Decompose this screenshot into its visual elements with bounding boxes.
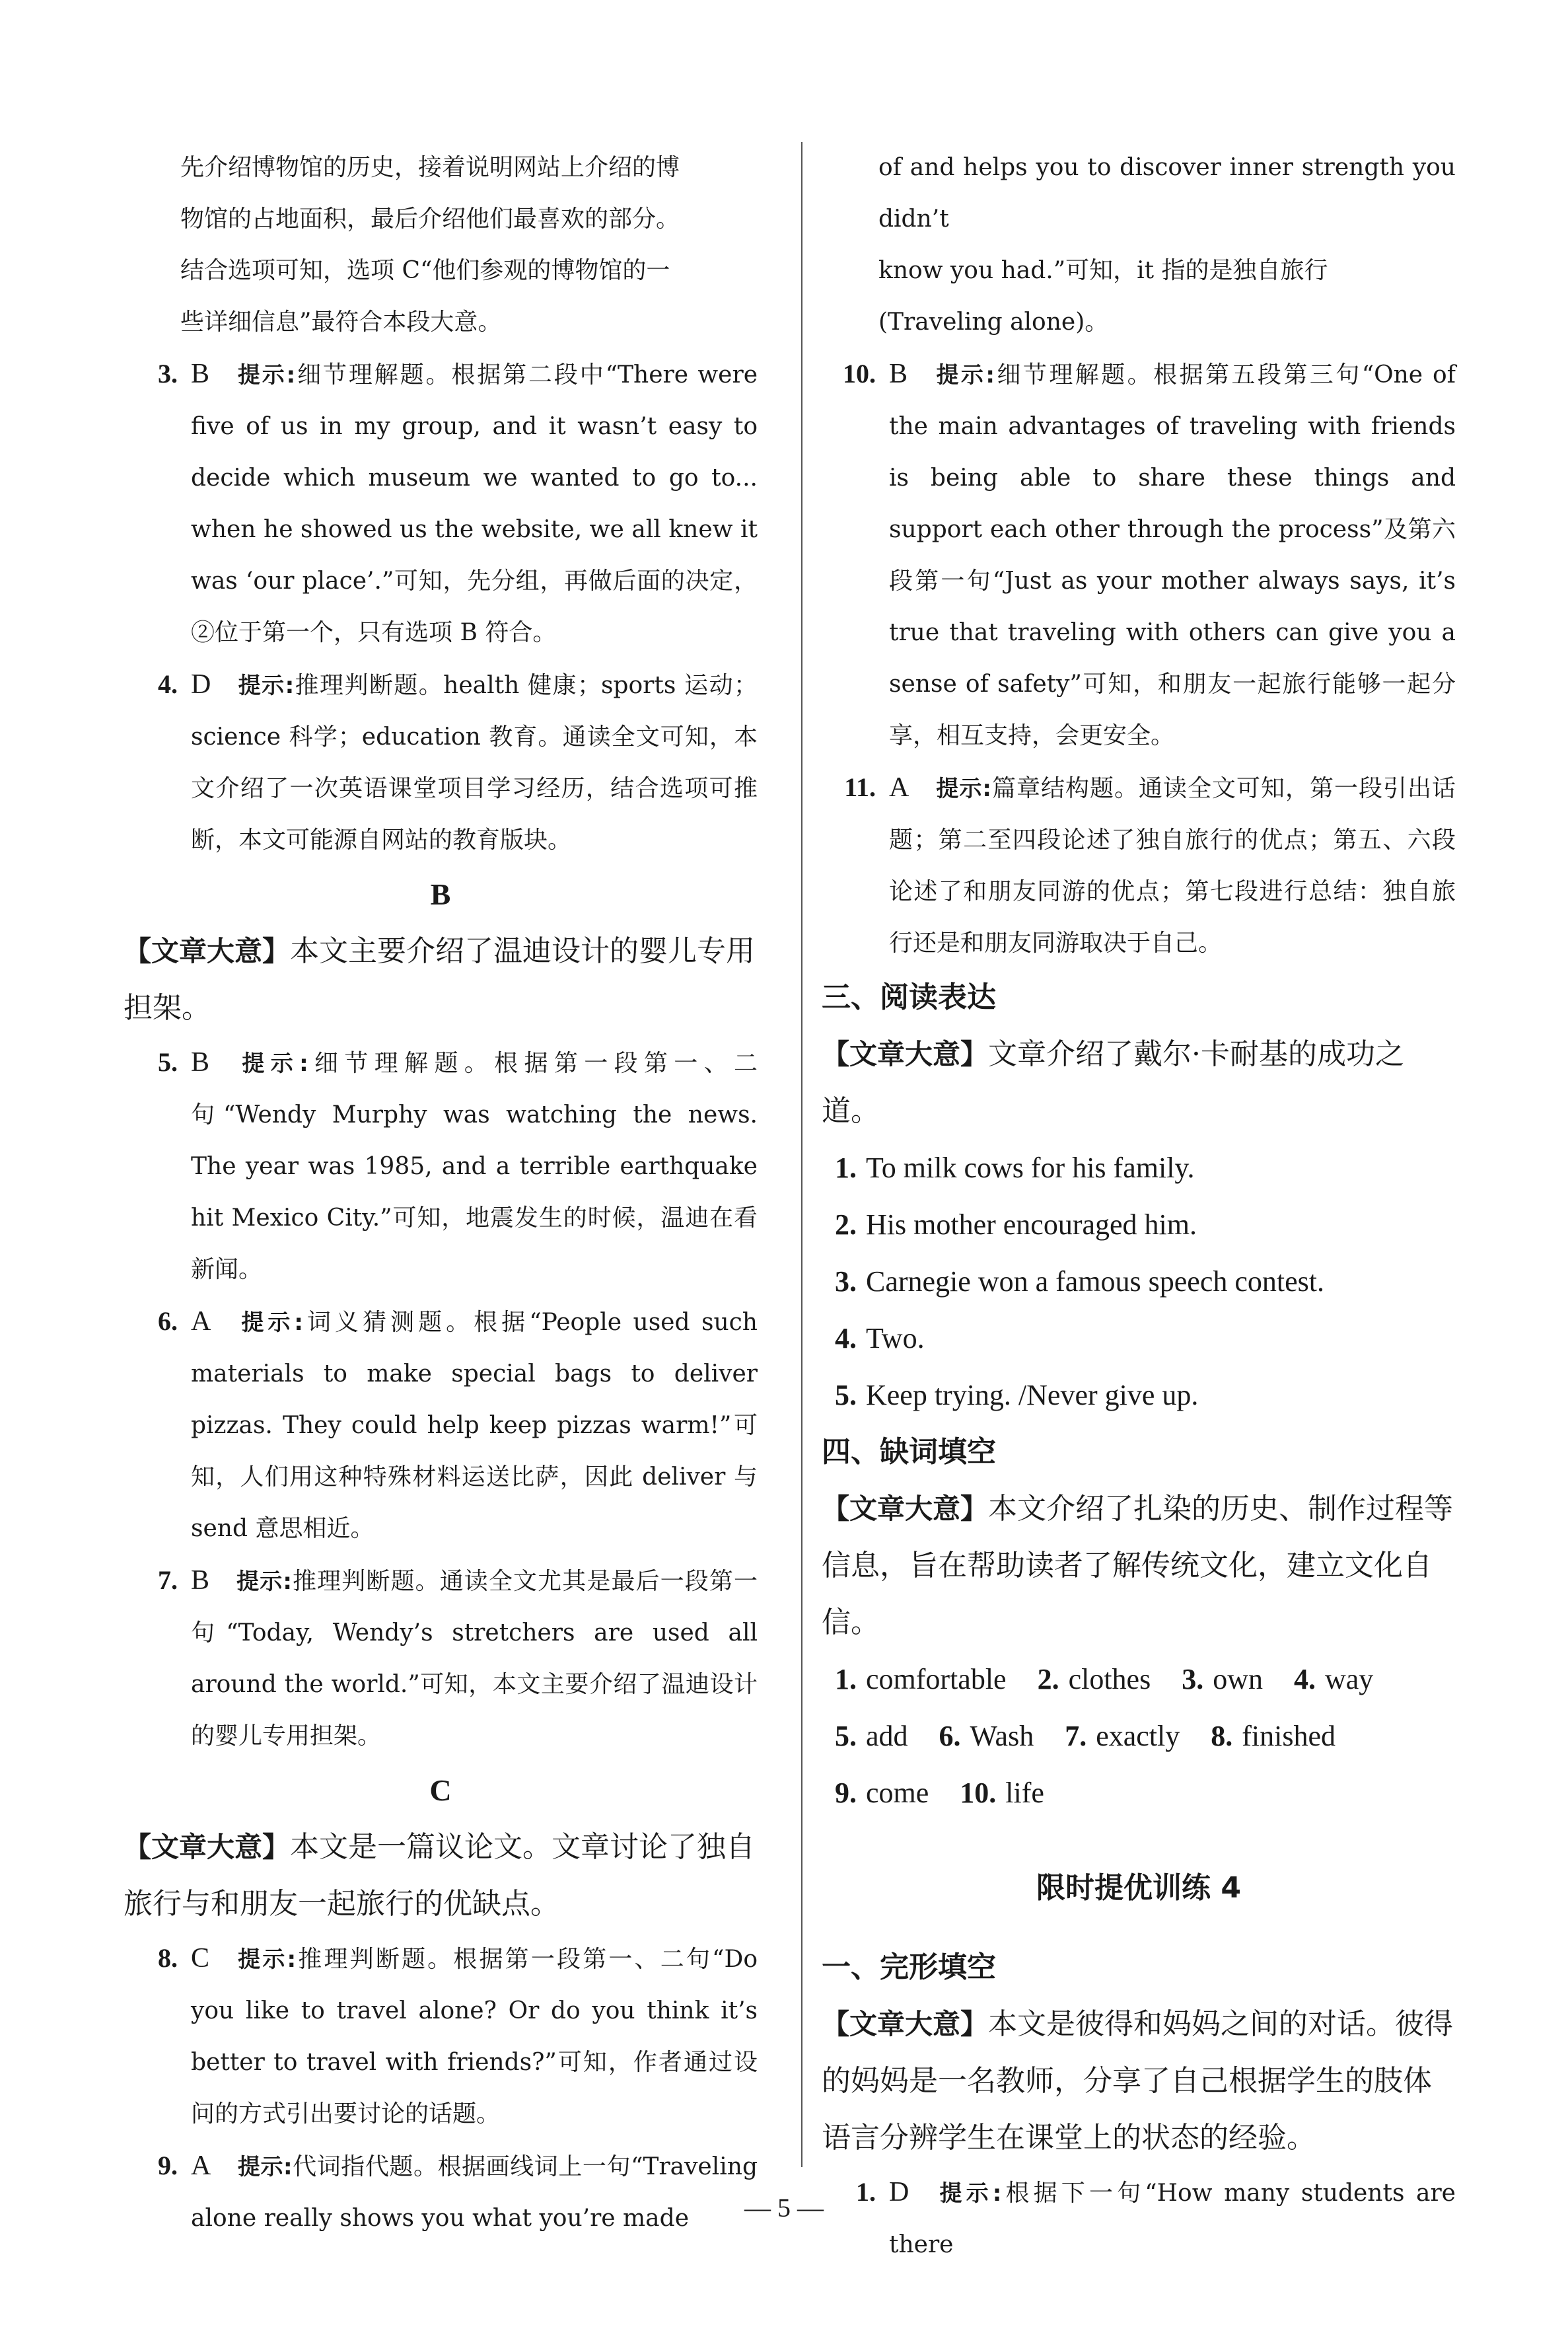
main-idea-tag: 【文章大意】 <box>822 2008 989 2040</box>
item-number: 2. <box>835 1208 857 1241</box>
item-number: 7. <box>158 1565 178 1595</box>
main-idea <box>124 923 758 1037</box>
fill-answer <box>1065 1720 1180 1752</box>
fill-answer <box>1211 1720 1336 1752</box>
item-number: 7. <box>1065 1720 1087 1752</box>
item-number: 6. <box>939 1720 961 1752</box>
answer-text: His mother encouraged him. <box>866 1208 1197 1241</box>
fill-answer-row <box>822 1765 1456 1822</box>
answer-letter: B <box>191 359 210 389</box>
continued-explanation <box>822 142 1456 348</box>
explanation: 细节理解题。根据第五段第三句“One of the main advantages of traveling with friends is being able to share these things and support each other through the process”及第六段第一句“Just as your mother always says, it’s true that traveling with others can give you a sense of safety”可知，和朋友一起旅行能够一起分享，相互支持，会更安全。 <box>889 361 1456 749</box>
section-heading-reading: 三、阅读表达 <box>822 980 996 1014</box>
fill-answer <box>835 1720 908 1752</box>
item-number: 9. <box>158 2151 178 2180</box>
item-number: 5. <box>835 1720 857 1752</box>
answer-word: comfortable <box>866 1663 1007 1695</box>
tip-label: 提示: <box>236 1568 292 1595</box>
answer-word: exactly <box>1096 1720 1180 1752</box>
main-idea-text: 本文是一篇议论文。文章讨论了独自旅行与和朋友一起旅行的优缺点。 <box>124 1830 756 1921</box>
text-line: 物馆的占地面积，最后介绍他们最喜欢的部分。 <box>180 205 680 233</box>
item-number: 1. <box>835 1152 857 1184</box>
main-idea-text: 本文主要介绍了温迪设计的婴儿专用担架。 <box>124 934 756 1025</box>
text-line: (Traveling alone)。 <box>878 309 1109 336</box>
right-column <box>822 142 1456 2271</box>
reading-answer <box>822 1197 1456 1253</box>
answer-word: life <box>1005 1777 1044 1809</box>
main-idea <box>822 1481 1456 1651</box>
item-number: 9. <box>835 1777 857 1809</box>
item-number: 1. <box>835 1663 857 1695</box>
training-title: 限时提优训练 4 <box>1036 1871 1241 1905</box>
tip-label: 提示: <box>236 1946 297 1973</box>
main-idea-tag: 【文章大意】 <box>124 1831 291 1863</box>
item-number: 5. <box>158 1047 178 1077</box>
fill-answer <box>835 1777 929 1809</box>
tip-label: 提示: <box>237 1310 304 1336</box>
answer-letter: A <box>191 1306 211 1337</box>
main-idea <box>124 1819 758 1933</box>
item-number: 3. <box>1182 1663 1204 1695</box>
main-idea <box>822 1026 1456 1140</box>
item-number: 4. <box>158 669 178 699</box>
answer-letter: D <box>191 669 211 700</box>
answer-item <box>124 659 758 866</box>
explanation: 代词指代题。根据画线词上一句“Traveling alone really shows you what you’re made <box>191 2153 758 2232</box>
explanation: 篇章结构题。通读全文可知，第一段引出话题；第二至四段论述了独自旅行的优点；第五、六段论述了和朋友同游的优点；第七段进行总结：独自旅行还是和朋友同游取决于自己。 <box>889 775 1456 957</box>
section-heading-fill: 四、缺词填空 <box>822 1435 996 1469</box>
fill-answer <box>939 1720 1034 1752</box>
answer-word: add <box>866 1720 908 1752</box>
item-number: 10. <box>843 359 876 388</box>
item-number: 6. <box>158 1306 178 1336</box>
section-letter-b: B <box>430 877 451 911</box>
main-idea-text: 本文介绍了扎染的历史、制作过程等信息，旨在帮助读者了解传统文化，建立文化自信。 <box>822 1492 1454 1639</box>
main-idea-text: 文章介绍了戴尔·卡耐基的成功之道。 <box>822 1037 1405 1128</box>
item-number: 2. <box>1037 1663 1059 1695</box>
reading-answer <box>822 1310 1456 1367</box>
answer-letter: A <box>191 2151 211 2181</box>
tip-label: 提示: <box>237 673 295 699</box>
reading-answer <box>822 1367 1456 1424</box>
fill-answer <box>1038 1663 1151 1695</box>
main-idea-tag: 【文章大意】 <box>124 935 291 967</box>
section-heading-cloze: 一、完形填空 <box>822 1950 996 1984</box>
text-line: 些详细信息”最符合本段大意。 <box>180 309 502 336</box>
item-number: 4. <box>835 1322 857 1354</box>
answer-item <box>124 1555 758 1762</box>
answer-letter: B <box>889 359 908 389</box>
main-idea-tag: 【文章大意】 <box>822 1038 989 1070</box>
answer-text: Carnegie won a famous speech contest. <box>866 1265 1324 1298</box>
section-letter-c: C <box>429 1773 452 1807</box>
answer-item <box>124 1037 758 1296</box>
answer-text: Keep trying. /Never give up. <box>866 1379 1199 1411</box>
answer-text: Two. <box>866 1322 925 1354</box>
item-number: 4. <box>1294 1663 1316 1695</box>
answer-item <box>822 762 1456 969</box>
tip-label: 提示: <box>935 2180 1002 2207</box>
answer-item <box>124 348 758 659</box>
text-line: know you had.”可知，it 指的是独自旅行 <box>878 257 1328 284</box>
fill-answer <box>960 1777 1044 1809</box>
answer-item <box>124 1933 758 2140</box>
explanation: 词义猜测题。根据“People used such materials to make special bags to deliver pizzas. They could help keep pizzas warm!”可知，人们用这种特殊材料运送比萨，因此 deliver 与 send 意思相近。 <box>191 1309 758 1542</box>
fill-answer-row <box>822 1651 1456 1708</box>
explanation: 细节理解题。根据第二段中“There were five of us in my group, and it wasn’t easy to decide which museum we wanted to go to... when he showed us the website, we all knew it was ‘our place’.”可知，先分组，再做后面的决定，②位于第一个，只有选项 B 符合。 <box>191 361 758 646</box>
item-number: 10. <box>960 1777 997 1809</box>
answer-letter: D <box>889 2177 909 2207</box>
explanation: 细节理解题。根据第一段第一、二句“Wendy Murphy was watching the news. The year was 1985, and a terrible earthquake hit Mexico City.”可知，地震发生的时候，温迪在看新闻。 <box>191 1050 758 1283</box>
reading-answer <box>822 1253 1456 1310</box>
tip-label: 提示: <box>935 776 991 802</box>
item-number: 11. <box>844 772 876 802</box>
explanation: 推理判断题。health 健康；sports 运动；science 科学；education 教育。通读全文可知，本文介绍了一次英语课堂项目学习经历，结合选项可推断，本文可能源自网站的教育版块。 <box>191 672 758 854</box>
item-number: 3. <box>158 359 178 388</box>
text-line: 先介绍博物馆的历史，接着说明网站上介绍的博 <box>180 154 680 181</box>
item-number: 8. <box>158 1943 178 1973</box>
fill-answer <box>1294 1663 1373 1695</box>
main-idea-tag: 【文章大意】 <box>822 1493 989 1525</box>
column-divider <box>801 142 802 2167</box>
explanation: 推理判断题。通读全文尤其是最后一段第一句“Today, Wendy’s stretchers are used all around the world.”可知，本文主要介绍了温迪设计的婴儿专用担架。 <box>191 1568 758 1750</box>
main-idea <box>822 1996 1456 2166</box>
main-idea-text: 本文是彼得和妈妈之间的对话。彼得的妈妈是一名教师，分享了自己根据学生的肢体语言分辨学生在课堂上的状态的经验。 <box>822 2007 1454 2155</box>
answer-text: To milk cows for his family. <box>866 1152 1195 1184</box>
page-number: — 5 — <box>744 2193 824 2223</box>
answer-word: clothes <box>1068 1663 1151 1695</box>
answer-word: Wash <box>970 1720 1034 1752</box>
tip-label: 提示: <box>236 362 296 388</box>
text-line: of and helps you to discover inner strength you didn’t <box>878 154 1456 233</box>
text-line: 结合选项可知，选项 C“他们参观的博物馆的一 <box>180 257 670 284</box>
fill-answer <box>1182 1663 1263 1695</box>
explanation: 推理判断题。根据第一段第一、二句“Do you like to travel alone? Or do you think it’s better to travel with friends?”可知，作者通过设问的方式引出要讨论的话题。 <box>191 1946 758 2127</box>
item-number: 3. <box>835 1265 857 1298</box>
left-column <box>124 142 758 2244</box>
answer-letter: B <box>191 1047 210 1078</box>
item-number: 1. <box>856 2177 876 2207</box>
answer-letter: B <box>191 1565 210 1596</box>
continued-explanation <box>124 142 758 348</box>
answer-word: finished <box>1242 1720 1336 1752</box>
tip-label: 提示: <box>934 362 995 388</box>
answer-item <box>124 1296 758 1555</box>
answer-letter: A <box>889 772 909 803</box>
tip-label: 提示: <box>236 1051 308 1077</box>
item-number: 8. <box>1211 1720 1233 1752</box>
fill-answer <box>835 1663 1007 1695</box>
answer-word: way <box>1325 1663 1374 1695</box>
reading-answer <box>822 1140 1456 1197</box>
item-number: 5. <box>835 1379 857 1411</box>
fill-answer-row <box>822 1708 1456 1765</box>
answer-item <box>822 348 1456 762</box>
answer-word: come <box>866 1777 929 1809</box>
answer-letter: C <box>191 1943 210 1974</box>
explanation: 根据下一句“How many students are there <box>889 2180 1456 2258</box>
tip-label: 提示: <box>237 2154 293 2180</box>
answer-word: own <box>1213 1663 1263 1695</box>
